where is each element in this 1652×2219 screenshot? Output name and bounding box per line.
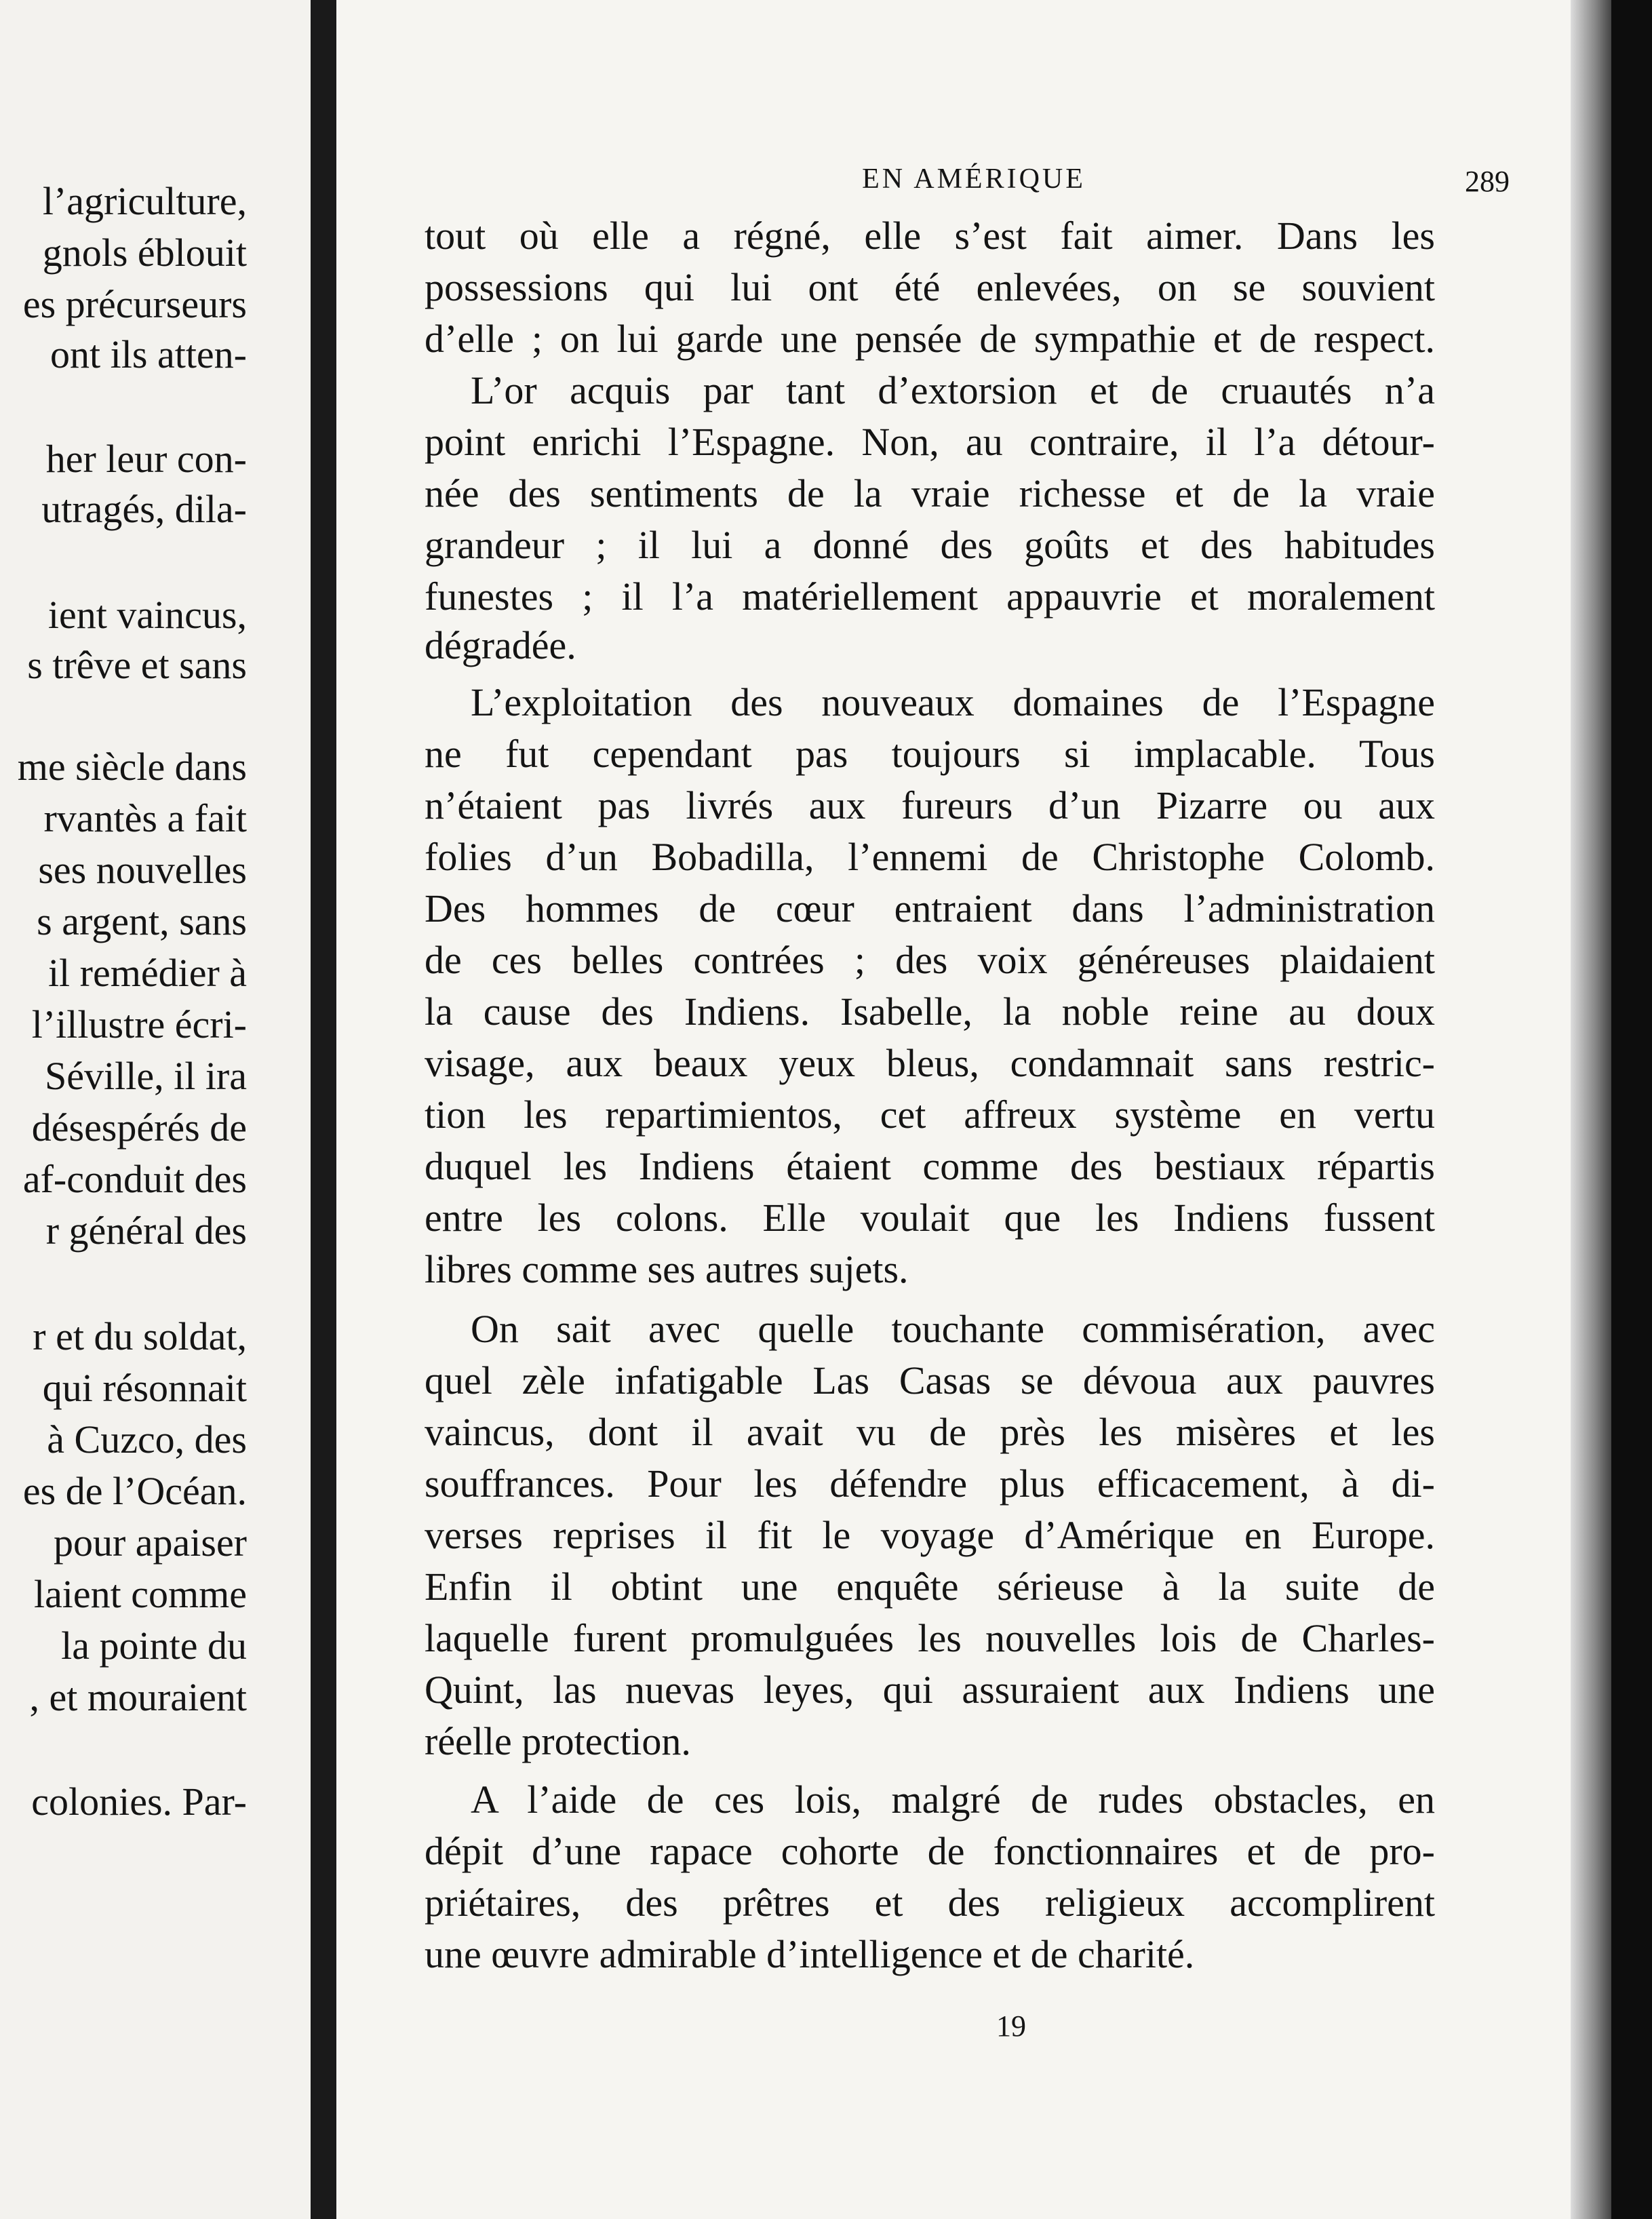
text-line: n’étaient pas livrés aux fureurs d’un Pizarre ou aux	[425, 783, 1435, 827]
left-page-line: utragés, dila-	[41, 487, 247, 531]
text-line: libres comme ses autres sujets.	[425, 1247, 909, 1291]
left-page-line: pour apaiser	[53, 1520, 247, 1565]
left-page-line: la pointe du	[61, 1624, 247, 1668]
left-page-line: s trêve et sans	[27, 643, 247, 687]
text-line: née des sentiments de la vraie richesse et de la vraie	[425, 471, 1435, 515]
left-page-line: me siècle dans	[17, 745, 247, 789]
text-line: tion les repartimientos, cet affreux système en vertu	[425, 1093, 1435, 1137]
text-line: réelle protection.	[425, 1719, 691, 1763]
left-page-line: es de l’Océan.	[22, 1469, 247, 1513]
text-line: tout où elle a régné, elle s’est fait aimer. Dans les	[425, 214, 1435, 258]
left-page-line: qui résonnait	[42, 1366, 247, 1410]
text-line: d’elle ; on lui garde une pensée de sympathie et de respect.	[425, 317, 1435, 361]
text-line: possessions qui lui ont été enlevées, on se souvient	[425, 265, 1435, 309]
left-page-line: l’illustre écri-	[31, 1002, 247, 1046]
text-line: folies d’un Bobadilla, l’ennemi de Christophe Colomb.	[425, 835, 1435, 879]
text-line: la cause des Indiens. Isabelle, la noble reine au doux	[425, 989, 1435, 1034]
text-line: funestes ; il l’a matériellement appauvrie et moralement	[425, 574, 1435, 618]
left-page-line: ient vaincus,	[47, 593, 247, 637]
text-line: dégradée.	[425, 623, 576, 667]
book-gutter	[311, 0, 336, 2219]
left-page-line: rvantès a fait	[43, 796, 247, 840]
right-page	[336, 0, 1611, 2219]
text-line: On sait avec quelle touchante commisération, avec	[471, 1307, 1435, 1351]
left-page-line: désespérés de	[31, 1105, 247, 1150]
left-page-line: il remédier à	[47, 951, 247, 995]
text-line: quel zèle infatigable Las Casas se dévoua aux pauvres	[425, 1358, 1435, 1402]
left-page-line: s argent, sans	[37, 899, 247, 943]
running-head: EN AMÉRIQUE	[862, 163, 1086, 195]
text-line: A l’aide de ces lois, malgré de rudes obstacles, en	[471, 1778, 1435, 1822]
text-line: visage, aux beaux yeux bleus, condamnait sans restric-	[425, 1041, 1435, 1085]
text-line: entre les colons. Elle voulait que les Indiens fussent	[425, 1196, 1435, 1240]
text-line: une œuvre admirable d’intelligence et de charité.	[425, 1932, 1195, 1976]
left-page-line: laient comme	[33, 1572, 247, 1616]
left-page-line: her leur con-	[45, 437, 247, 481]
left-page-line: r et du soldat,	[33, 1314, 247, 1358]
scan-border	[1611, 0, 1652, 2219]
page-number: 289	[1465, 165, 1510, 198]
text-line: souffrances. Pour les défendre plus efficacement, à di-	[425, 1461, 1435, 1506]
left-page-line: es précurseurs	[22, 282, 247, 326]
left-page-line: gnols éblouit	[42, 231, 247, 275]
text-line: Des hommes de cœur entraient dans l’administration	[425, 886, 1435, 930]
text-line: point enrichi l’Espagne. Non, au contraire, il l’a détour-	[425, 420, 1435, 464]
text-line: laquelle furent promulguées les nouvelles lois de Charles-	[425, 1616, 1435, 1660]
left-page-line: à Cuzco, des	[47, 1417, 247, 1461]
page-edge-shadow	[1571, 0, 1611, 2219]
left-page-line: af-conduit des	[22, 1157, 247, 1201]
text-line: ne fut cependant pas toujours si implacable. Tous	[425, 732, 1435, 776]
text-line: vaincus, dont il avait vu de près les misères et les	[425, 1410, 1435, 1454]
text-line: duquel les Indiens étaient comme des bestiaux répartis	[425, 1144, 1435, 1188]
signature-mark: 19	[996, 2009, 1026, 2043]
left-page-line: Séville, il ira	[45, 1054, 247, 1098]
text-line: de ces belles contrées ; des voix généreuses plaidaient	[425, 938, 1435, 982]
left-page-fragment	[0, 0, 311, 2219]
left-page-line: , et mouraient	[29, 1675, 247, 1719]
text-line: L’exploitation des nouveaux domaines de l’Espagne	[471, 680, 1435, 724]
text-line: grandeur ; il lui a donné des goûts et des habitudes	[425, 523, 1435, 567]
text-line: Enfin il obtint une enquête sérieuse à la suite de	[425, 1565, 1435, 1609]
text-line: verses reprises il fit le voyage d’Amérique en Europe.	[425, 1513, 1435, 1557]
text-line: Quint, las nuevas leyes, qui assuraient aux Indiens une	[425, 1668, 1435, 1712]
left-page-line: l’agriculture,	[42, 179, 247, 223]
text-line: priétaires, des prêtres et des religieux accomplirent	[425, 1881, 1435, 1925]
text-line: dépit d’une rapace cohorte de fonctionnaires et de pro-	[425, 1829, 1435, 1873]
left-page-line: ont ils atten-	[50, 332, 247, 376]
text-line: L’or acquis par tant d’extorsion et de cruautés n’a	[471, 368, 1435, 412]
left-page-line: colonies. Par-	[31, 1780, 247, 1824]
left-page-line: r général des	[45, 1209, 247, 1253]
left-page-line: ses nouvelles	[38, 848, 247, 892]
